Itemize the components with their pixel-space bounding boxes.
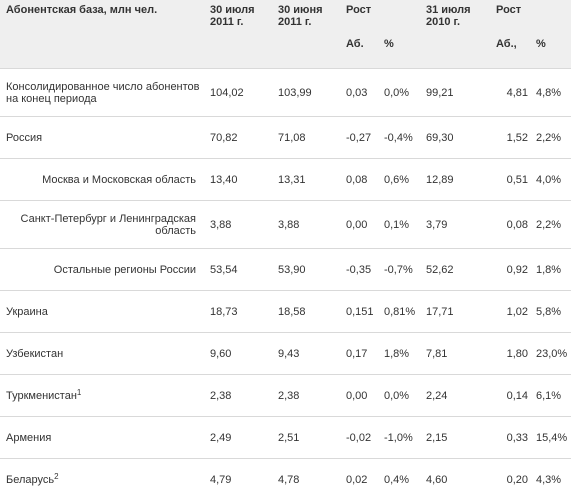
header-growth-1: Рост [340,0,420,32]
cell-abs-1: -0,02 [340,417,378,459]
cell-pct-1: 0,0% [378,69,420,117]
cell-abs-1: 0,17 [340,333,378,375]
cell-2011-jul: 2,38 [204,375,272,417]
footnote-marker: 1 [77,388,81,397]
table-row [0,69,571,117]
cell-2011-jun: 103,99 [272,69,340,117]
cell-2010-jul: 4,60 [420,459,490,500]
table-row [0,291,571,333]
cell-2010-jul: 99,21 [420,69,490,117]
cell-2011-jul: 4,79 [204,459,272,500]
cell-pct-2: 2,2% [530,201,571,249]
cell-pct-1: 0,0% [378,375,420,417]
cell-abs-1: 0,03 [340,69,378,117]
cell-pct-2: 6,1% [530,375,571,417]
header-blank [272,32,340,69]
cell-abs-2: 0,20 [490,459,530,500]
cell-2011-jun: 18,58 [272,291,340,333]
cell-pct-2: 2,2% [530,117,571,159]
row-name-text: Беларусь [6,474,54,486]
row-name-text: Санкт-Петербург и Ленинградская область [21,213,196,237]
cell-2010-jul: 2,24 [420,375,490,417]
row-name [0,375,204,417]
cell-2010-jul: 52,62 [420,249,490,291]
row-name-text: Москва и Московская область [42,174,196,186]
cell-abs-2: 0,92 [490,249,530,291]
cell-2011-jul: 3,88 [204,201,272,249]
cell-pct-1: -0,4% [378,117,420,159]
row-name [0,333,204,375]
row-name-text: Украина [6,306,48,318]
cell-2011-jun: 13,31 [272,159,340,201]
table-row [0,117,571,159]
table-row [0,159,571,201]
cell-abs-2: 1,52 [490,117,530,159]
header-2011-jul: 30 июля 2011 г. [204,0,272,32]
cell-abs-2: 1,80 [490,333,530,375]
row-name-text: Остальные регионы России [54,264,196,276]
table-row [0,375,571,417]
cell-abs-1: -0,35 [340,249,378,291]
cell-2011-jul: 18,73 [204,291,272,333]
cell-abs-1: 0,151 [340,291,378,333]
cell-abs-2: 1,02 [490,291,530,333]
cell-2010-jul: 69,30 [420,117,490,159]
cell-pct-1: 1,8% [378,333,420,375]
header-2011-jun: 30 июня 2011 г. [272,0,340,32]
row-name-text: Консолидированное число абонентов на конец периода [6,81,200,105]
table-header [0,0,571,69]
cell-pct-2: 5,8% [530,291,571,333]
cell-abs-1: 0,08 [340,159,378,201]
cell-2011-jul: 2,49 [204,417,272,459]
cell-abs-2: 0,14 [490,375,530,417]
cell-pct-2: 15,4% [530,417,571,459]
cell-2011-jun: 9,43 [272,333,340,375]
cell-abs-1: -0,27 [340,117,378,159]
cell-pct-2: 1,8% [530,249,571,291]
row-name [0,159,204,201]
table-row [0,459,571,500]
row-name [0,69,204,117]
cell-2010-jul: 12,89 [420,159,490,201]
cell-pct-2: 4,0% [530,159,571,201]
cell-2011-jun: 71,08 [272,117,340,159]
row-name-text: Россия [6,132,42,144]
cell-pct-1: -0,7% [378,249,420,291]
cell-2011-jun: 2,38 [272,375,340,417]
footnote-marker: 2 [54,472,58,481]
cell-2010-jul: 7,81 [420,333,490,375]
header-blank [204,32,272,69]
row-name-text: Туркменистан [6,390,77,402]
table-row [0,249,571,291]
row-name [0,459,204,500]
cell-2010-jul: 2,15 [420,417,490,459]
cell-abs-2: 0,33 [490,417,530,459]
cell-abs-1: 0,00 [340,201,378,249]
cell-2011-jun: 2,51 [272,417,340,459]
cell-pct-1: 0,81% [378,291,420,333]
cell-abs-1: 0,02 [340,459,378,500]
cell-pct-1: -1,0% [378,417,420,459]
cell-2011-jun: 53,90 [272,249,340,291]
cell-2011-jun: 3,88 [272,201,340,249]
cell-abs-2: 0,51 [490,159,530,201]
row-name [0,117,204,159]
cell-pct-1: 0,4% [378,459,420,500]
cell-2010-jul: 17,71 [420,291,490,333]
table-row [0,417,571,459]
cell-pct-2: 4,3% [530,459,571,500]
cell-pct-1: 0,1% [378,201,420,249]
cell-abs-2: 0,08 [490,201,530,249]
cell-pct-1: 0,6% [378,159,420,201]
cell-2010-jul: 3,79 [420,201,490,249]
header-abs-2: Аб., [490,32,530,69]
header-blank [0,32,204,69]
table-row [0,201,571,249]
table-row [0,333,571,375]
cell-2011-jul: 104,02 [204,69,272,117]
cell-2011-jul: 53,54 [204,249,272,291]
table-body [0,69,571,500]
cell-abs-1: 0,00 [340,375,378,417]
row-name-text: Армения [6,432,51,444]
row-name [0,417,204,459]
header-pct-2: % [530,32,571,69]
cell-2011-jul: 70,82 [204,117,272,159]
header-blank [420,32,490,69]
cell-abs-2: 4,81 [490,69,530,117]
header-name: Абонентская база, млн чел. [0,0,204,32]
cell-2011-jul: 9,60 [204,333,272,375]
cell-2011-jun: 4,78 [272,459,340,500]
row-name [0,291,204,333]
header-pct-1: % [378,32,420,69]
cell-pct-2: 23,0% [530,333,571,375]
cell-2011-jul: 13,40 [204,159,272,201]
row-name [0,249,204,291]
header-growth-2: Рост [490,0,571,32]
row-name [0,201,204,249]
header-2010-jul: 31 июля 2010 г. [420,0,490,32]
header-abs-1: Аб. [340,32,378,69]
cell-pct-2: 4,8% [530,69,571,117]
row-name-text: Узбекистан [6,348,63,360]
